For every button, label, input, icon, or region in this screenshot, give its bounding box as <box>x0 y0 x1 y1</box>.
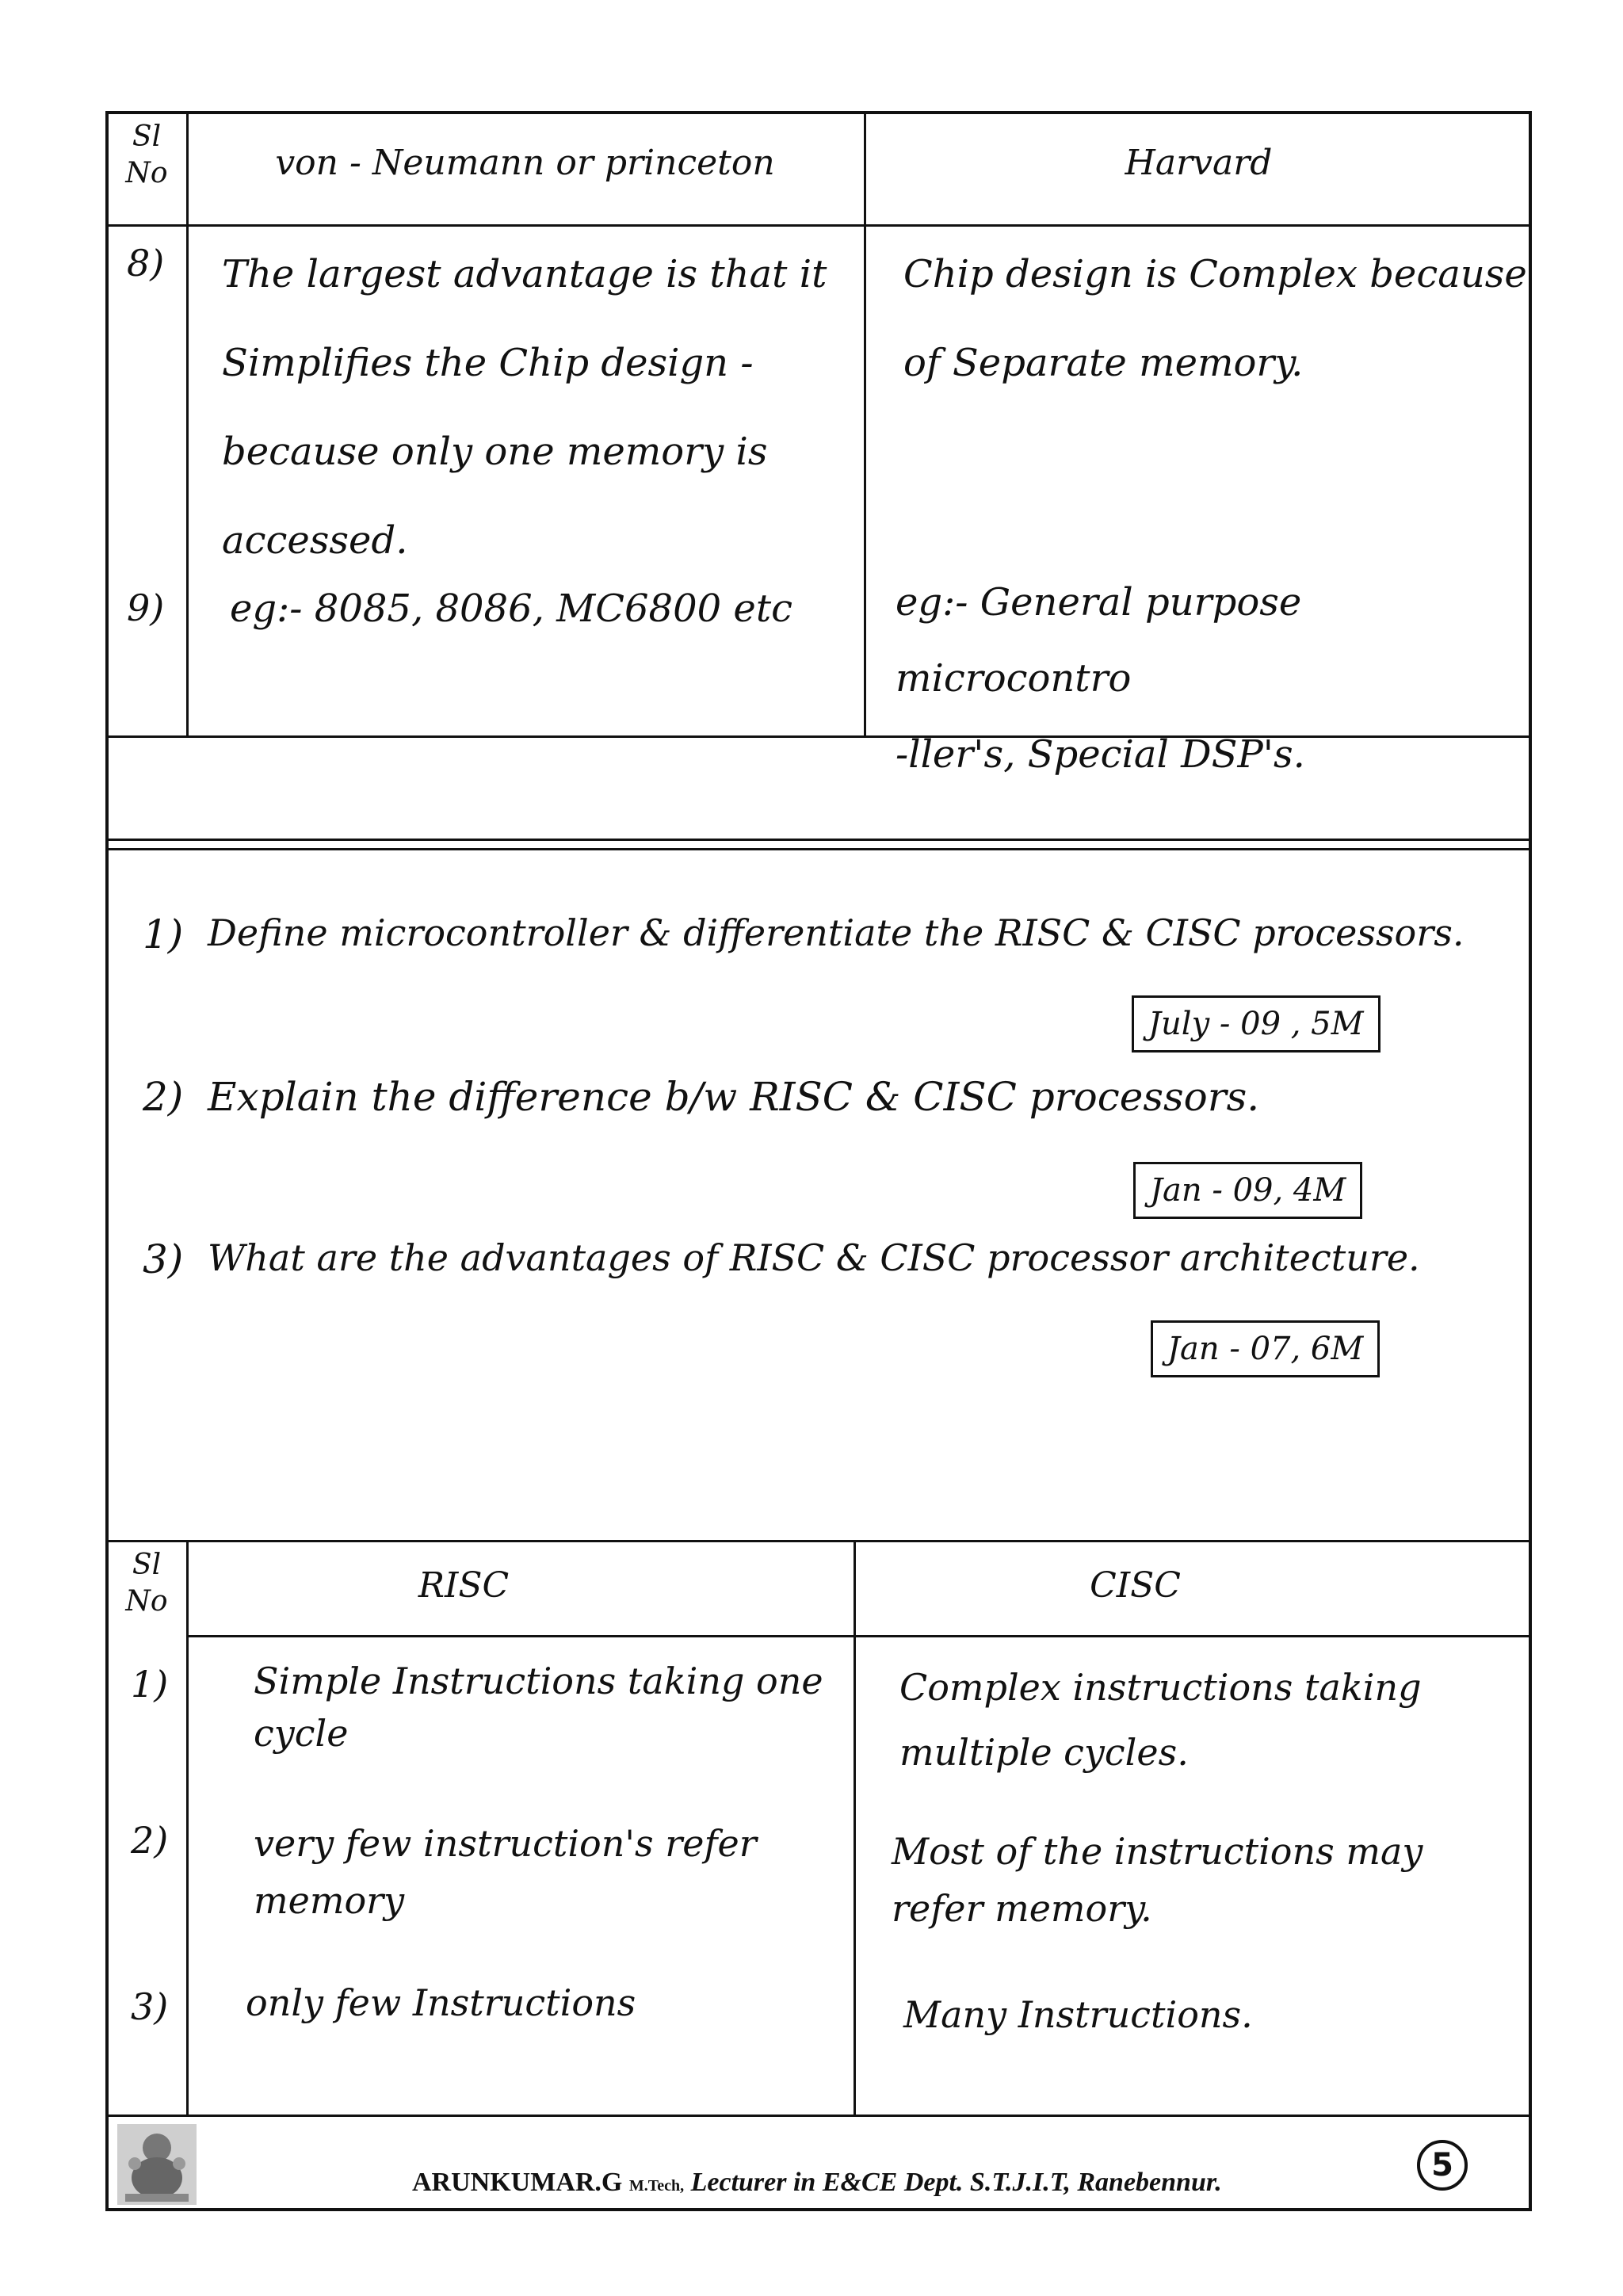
table2-row-col1 <box>254 1815 848 1929</box>
table2-header-sl <box>111 1547 182 1620</box>
table1-header-sl <box>111 119 182 192</box>
table1-row-col1 <box>222 230 856 585</box>
table1-header-col2: Harvard <box>1125 143 1273 183</box>
emblem-graphic <box>117 2124 197 2205</box>
text-line: eg:- 8085, 8086, MC6800 etc <box>230 586 792 631</box>
header-sl-line2: No <box>125 157 168 189</box>
table2-header-divider <box>186 1635 1532 1637</box>
table2-col-divider-2 <box>854 1540 856 2116</box>
text-line: Many Instructions. <box>903 1993 1253 2036</box>
text-line: multiple cycles. <box>899 1731 1189 1774</box>
table1-col-divider-1 <box>186 111 189 737</box>
table2-row-col1 <box>254 1655 848 1759</box>
author-name: ARUNKUMAR.G <box>412 2168 623 2197</box>
question-text: What are the advantages of RISC & CISC processor architecture. <box>208 1236 1420 1279</box>
table2-row-number: 3) <box>131 1985 169 2028</box>
exam-tag: July - 09 , 5M <box>1132 995 1381 1052</box>
text-line: Complex instructions taking <box>899 1666 1422 1709</box>
table2-top-border <box>105 1540 1532 1542</box>
text-line: refer memory. <box>892 1887 1152 1930</box>
text-line: cycle <box>254 1712 349 1755</box>
table2-bottom-divider <box>105 2115 1532 2117</box>
header-sl-line2: No <box>125 1585 168 1618</box>
question-text: Define microcontroller & differentiate the RISC & CISC processors. <box>208 911 1465 954</box>
table2-row-number: 1) <box>131 1663 169 1706</box>
exam-tag: Jan - 09, 4M <box>1133 1162 1362 1219</box>
table2-row-col1 <box>246 1981 840 2024</box>
question-text: Explain the difference b/w RISC & CISC processors. <box>208 1074 1260 1120</box>
text-line: of Separate memory. <box>903 341 1304 385</box>
header-sl-line1: Sl <box>132 1549 162 1581</box>
table2-row-col2 <box>892 1823 1526 1937</box>
text-line: memory <box>254 1879 405 1922</box>
page-number <box>1417 2140 1468 2191</box>
author-dept: E&CE Dept. <box>822 2168 964 2197</box>
table1-row-number: 8) <box>127 242 165 285</box>
author-degree: M.Tech, <box>628 2177 685 2195</box>
table2-row-number: 2) <box>131 1819 169 1862</box>
text-line: The largest advantage is that it <box>222 252 827 296</box>
author-institute: S.T.J.I.T, Ranebennur. <box>969 2168 1222 2197</box>
text-line: eg:- General purpose microcontro <box>896 580 1302 701</box>
text-line: Chip design is Complex because <box>903 252 1527 296</box>
text-line: because only one memory is <box>222 430 768 474</box>
text-line: Simplifies the Chip design - <box>222 341 754 385</box>
text-line: Most of the instructions may <box>892 1830 1423 1873</box>
table1-col-divider-2 <box>864 111 866 737</box>
text-line: very few instruction's refer <box>254 1822 757 1865</box>
table1-row-number: 9) <box>127 586 165 629</box>
table2-row-col2 <box>899 1655 1526 1785</box>
author-credit <box>412 2168 1222 2198</box>
header-sl-line1: Sl <box>132 120 162 153</box>
table1-row-col2 <box>903 230 1529 407</box>
table2-col-divider-1 <box>186 1540 189 2116</box>
table1-row-col1 <box>230 564 856 653</box>
text-line: only few Instructions <box>246 1981 636 2024</box>
table1-header-divider <box>105 224 1532 227</box>
deity-emblem-icon <box>117 2124 197 2205</box>
question-number: 2) <box>143 1074 184 1120</box>
table2-header-col1: RISC <box>418 1565 510 1606</box>
text-line: -ller's, Special DSP's. <box>896 732 1305 777</box>
table2-row-col2 <box>903 1993 1522 2036</box>
table1-row-col2 <box>896 564 1522 793</box>
double-separator-bottom <box>105 848 1532 850</box>
author-title: Lecturer in <box>690 2168 816 2197</box>
exam-tag: Jan - 07, 6M <box>1151 1320 1380 1377</box>
table2-header-col2: CISC <box>1090 1565 1181 1606</box>
text-line: accessed. <box>222 518 408 563</box>
double-separator-top <box>105 839 1532 841</box>
text-line: Simple Instructions taking one <box>254 1660 823 1702</box>
question-number: 3) <box>143 1236 184 1282</box>
question-number: 1) <box>143 911 184 957</box>
page-number-text: 5 <box>1431 2147 1453 2183</box>
table1-header-col1: von - Neumann or princeton <box>275 143 775 183</box>
